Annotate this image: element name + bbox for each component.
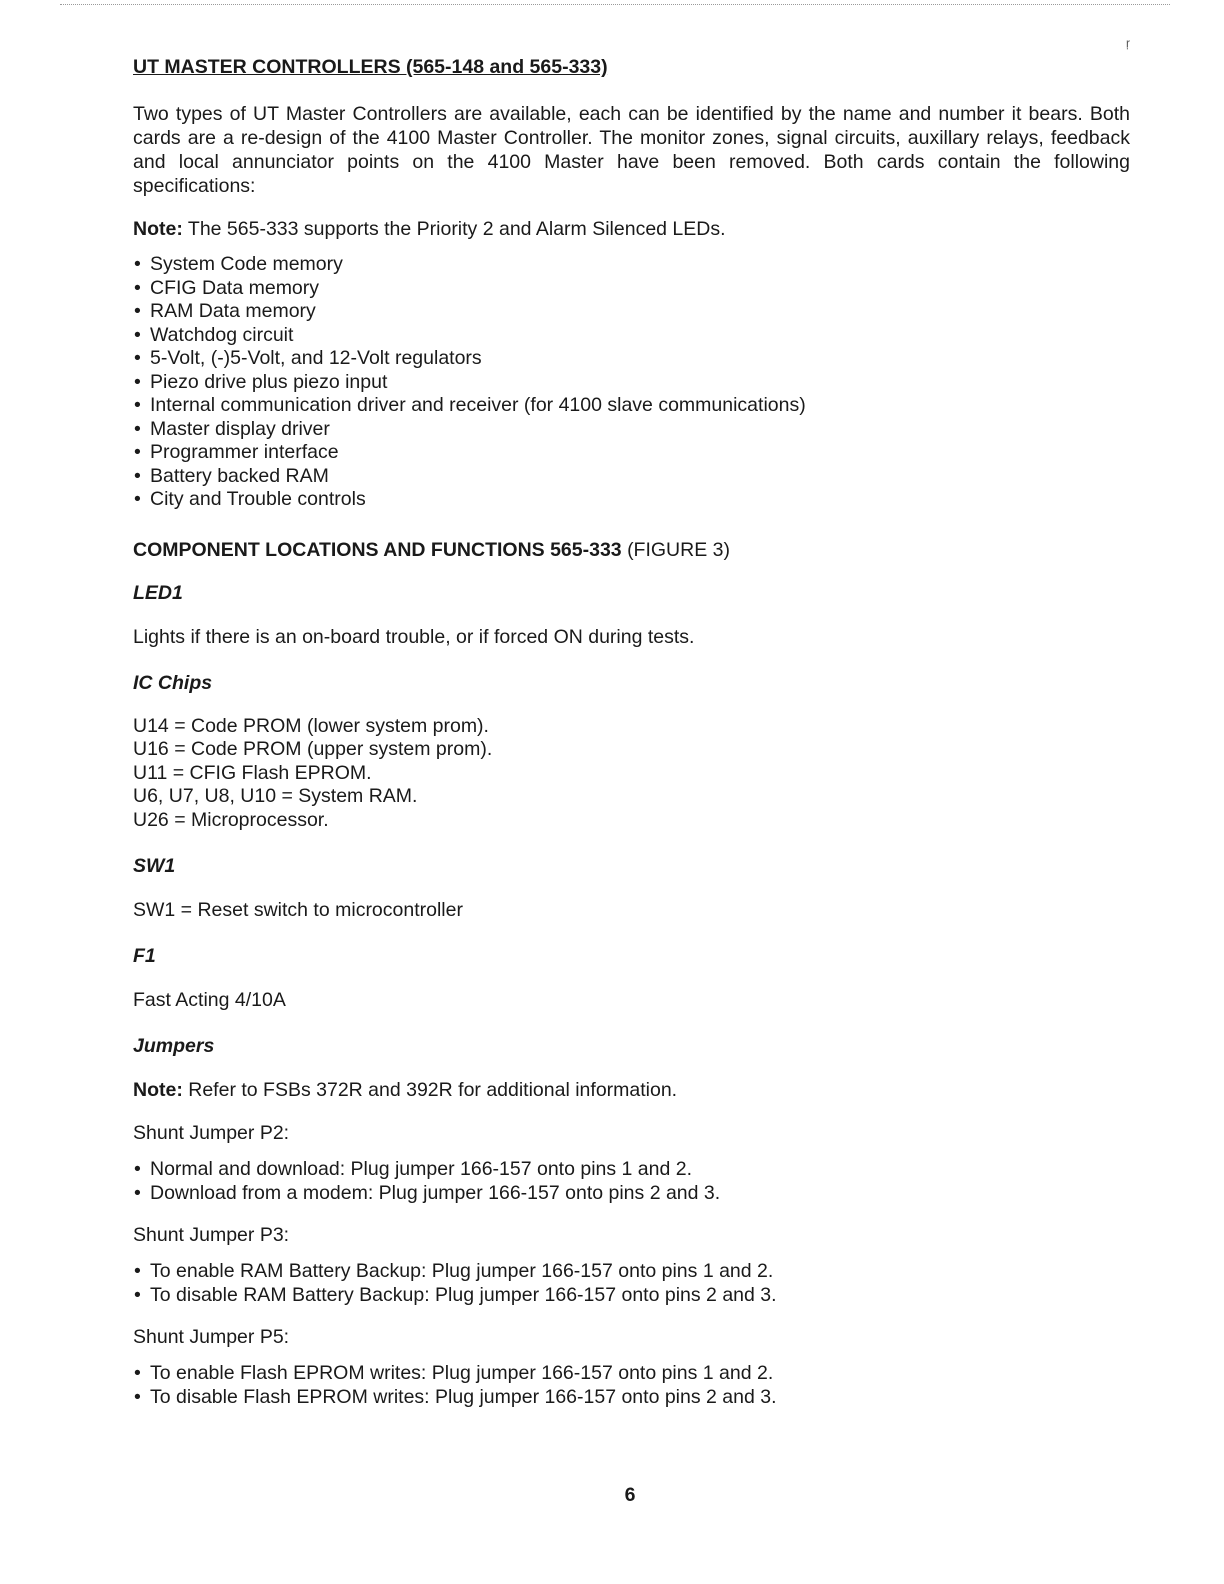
note-priority xyxy=(133,217,1130,241)
ic-chip-line: U14 = Code PROM (lower system prom). xyxy=(133,714,489,737)
ic-chip-line: U11 = CFIG Flash EPROM. xyxy=(133,761,372,784)
spec-item: • Piezo drive plus piezo input xyxy=(133,371,1130,395)
spec-item: • Master display driver xyxy=(133,418,1130,442)
spec-item: • City and Trouble controls xyxy=(133,488,1130,512)
spec-list xyxy=(133,253,1130,512)
sw1-heading: SW1 xyxy=(133,855,176,877)
spec-item: • RAM Data memory xyxy=(133,300,1130,324)
ic-chips-heading: IC Chips xyxy=(133,671,213,694)
led1-text: Lights if there is an on-board trouble, or if forced ON during tests. xyxy=(133,625,695,648)
corner-mark: ŗ xyxy=(1126,36,1130,50)
shunt-p2-label: Shunt Jumper P2: xyxy=(133,1122,290,1144)
sw1-text: SW1 = Reset switch to microcontroller xyxy=(133,899,463,921)
document-page xyxy=(133,54,1130,1427)
shunt-p3-list xyxy=(133,1260,1130,1307)
intro-paragraph: Two types of UT Master Controllers are available, each can be identified by the name and number it bears. Both cards are a re-design of the 4100 Master Controller. The monitor zones, signal circuits, auxillary relays, feedback and local annunciator points on the 4100 Master have been removed. Both cards contain the following specifications: xyxy=(133,103,1130,197)
spec-item: • Watchdog circuit xyxy=(133,324,1130,348)
ic-chip-line: U16 = Code PROM (upper system prom). xyxy=(133,738,493,760)
spec-item: • Battery backed RAM xyxy=(133,465,1130,489)
scan-edge-line xyxy=(60,4,1170,5)
ic-chips-list xyxy=(133,715,1130,833)
ic-chip-line: U26 = Microprocessor. xyxy=(133,808,329,831)
shunt-p3-item: • To disable RAM Battery Backup: Plug jumper 166-157 onto pins 2 and 3. xyxy=(133,1284,1130,1308)
page-number: 6 xyxy=(624,1484,636,1506)
component-heading-figure: (FIGURE 3) xyxy=(627,538,730,561)
jumpers-note-text: Refer to FSBs 372R and 392R for additional information. xyxy=(188,1079,678,1101)
shunt-p5-item: • To disable Flash EPROM writes: Plug jumper 166-157 onto pins 2 and 3. xyxy=(133,1386,1130,1410)
shunt-p5-list xyxy=(133,1362,1130,1409)
spec-item: • System Code memory xyxy=(133,253,1130,277)
spec-item: • CFIG Data memory xyxy=(133,277,1130,301)
shunt-p5-item: • To enable Flash EPROM writes: Plug jumper 166-157 onto pins 1 and 2. xyxy=(133,1362,1130,1386)
spec-item: • 5-Volt, (-)5-Volt, and 12-Volt regulators xyxy=(133,347,1130,371)
note-label: Note: xyxy=(133,218,183,240)
led1-heading: LED1 xyxy=(133,581,183,604)
component-heading-bold: COMPONENT LOCATIONS AND FUNCTIONS 565-333 xyxy=(133,538,622,561)
jumpers-heading: Jumpers xyxy=(133,1035,215,1057)
spec-item: • Programmer interface xyxy=(133,441,1130,465)
f1-text: Fast Acting 4/10A xyxy=(133,989,286,1011)
shunt-p2-list xyxy=(133,1158,1130,1205)
shunt-p2-item: • Normal and download: Plug jumper 166-157 onto pins 1 and 2. xyxy=(133,1158,1130,1182)
spec-item: • Internal communication driver and receiver (for 4100 slave communications) xyxy=(133,394,1130,418)
note-text: The 565-333 supports the Priority 2 and Alarm Silenced LEDs. xyxy=(187,218,726,240)
shunt-p3-label: Shunt Jumper P3: xyxy=(133,1224,290,1246)
component-heading xyxy=(133,538,1130,562)
shunt-p5-label: Shunt Jumper P5: xyxy=(133,1326,290,1348)
shunt-p2-item: • Download from a modem: Plug jumper 166-157 onto pins 2 and 3. xyxy=(133,1182,1130,1206)
jumpers-note-label: Note: xyxy=(133,1079,183,1101)
jumpers-note xyxy=(133,1078,1130,1102)
shunt-p3-item: • To enable RAM Battery Backup: Plug jumper 166-157 onto pins 1 and 2. xyxy=(133,1260,1130,1284)
page-title: UT MASTER CONTROLLERS (565-148 and 565-333) xyxy=(133,56,608,78)
f1-heading: F1 xyxy=(133,945,156,967)
ic-chip-line: U6, U7, U8, U10 = System RAM. xyxy=(133,785,418,807)
